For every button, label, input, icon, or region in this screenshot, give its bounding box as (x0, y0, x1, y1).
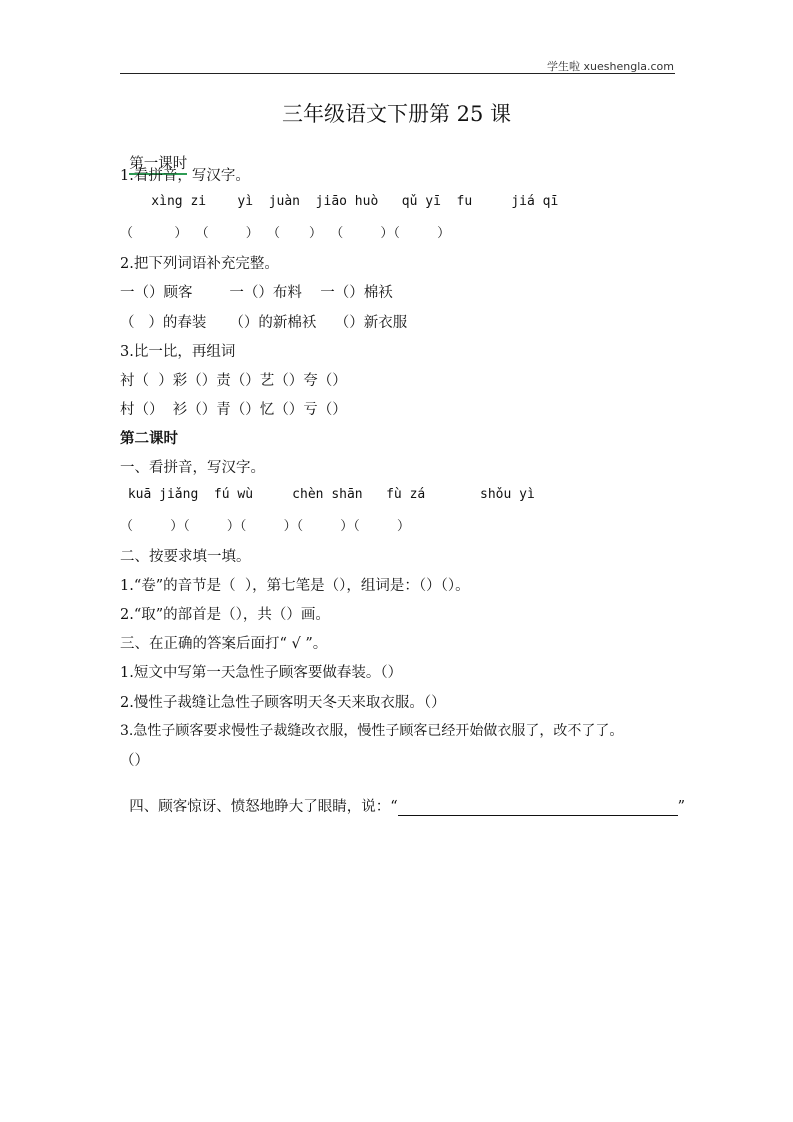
lesson1-q2-row1: 一（）顾客 一（）布料 一（）棉袄 (120, 285, 393, 301)
lesson1-q2-row2: （ ）的春装 （）的新棉袄 （）新衣服 (120, 315, 408, 331)
header-site-text: 学生啦 xueshengla.com (547, 60, 674, 73)
lesson1-heading: 第一课时 (129, 156, 187, 175)
lesson1-q3-row1: 衬（ ）彩（）责（）艺（）夸（） (120, 373, 347, 389)
lesson2-s2: 二、按要求填一填。 (120, 549, 251, 565)
lesson2-s4-suffix: ” (677, 799, 686, 815)
lesson2-s3-q3: 3.急性子顾客要求慢性子裁缝改衣服，慢性子顾客已经开始做衣服了，改不了了。 (120, 723, 624, 739)
lesson1-q1: 1.看拼音，写汉字。 (120, 168, 250, 184)
lesson1-q1-pinyin: xìng zi yì juàn jiāo huò qǔ yī fu jiá qī (120, 194, 559, 209)
header-divider (120, 73, 675, 74)
lesson2-s2-q1: 1.“卷”的音节是（ ），第七笔是（），组词是：（）（）。 (120, 578, 470, 594)
lesson2-s1-pinyin: kuā jiǎng fú wù chèn shān fù zá shǒu yì (120, 487, 535, 502)
lesson2-s3-q2: 2.慢性子裁缝让急性子顾客明天冬天来取衣服。（） (120, 695, 446, 711)
lesson1-q3-row2: 村（） 衫（）青（）忆（）亏（） (120, 402, 347, 418)
lesson2-s3-q1: 1.短文中写第一天急性子顾客要做春装。（） (120, 665, 403, 681)
lesson2-s4 (120, 779, 685, 816)
lesson1-q2: 2.把下列词语补充完整。 (120, 256, 279, 272)
lesson2-heading: 第二课时 (120, 430, 178, 447)
lesson1-q1-blanks: （ ） （ ） （ ） （ ）（ ） (120, 226, 451, 241)
page-title: 三年级语文下册第 25 课 (281, 102, 512, 126)
lesson2-s1-blanks: （ ）（ ）（ ）（ ）（ ） (120, 519, 410, 534)
lesson1-q3: 3.比一比，再组词 (120, 344, 236, 360)
lesson2-s2-q2: 2.“取”的部首是（），共（）画。 (120, 607, 330, 623)
lesson2-s1: 一、看拼音，写汉字。 (120, 460, 265, 476)
lesson2-s3-q3-tail: （） (120, 753, 149, 769)
lesson2-s4-prefix: 四、顾客惊讶、愤怒地睁大了眼睛，说：“ (129, 799, 398, 815)
lesson2-s3: 三、在正确的答案后面打“ √ ”。 (120, 636, 328, 652)
answer-blank-line[interactable] (398, 801, 678, 816)
